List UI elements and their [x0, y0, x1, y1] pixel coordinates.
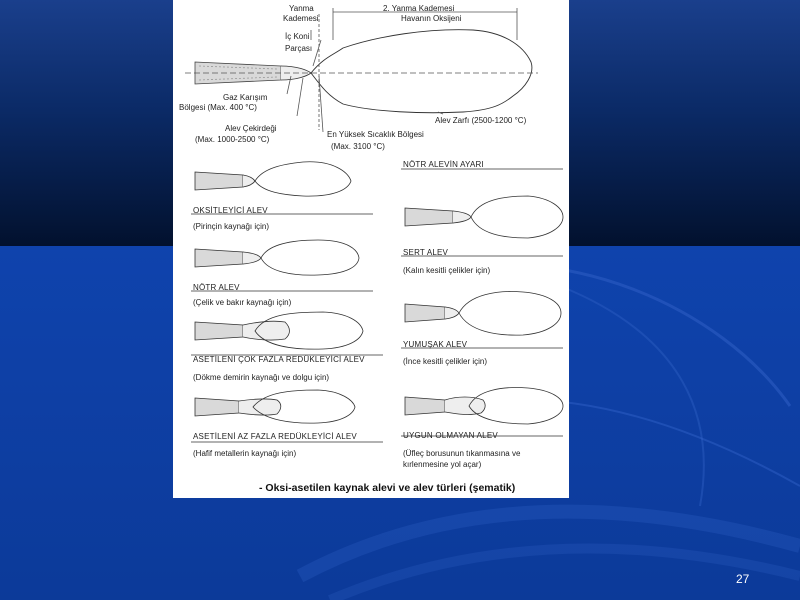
- flame-left-1-title: OKSİTLEYİCİ ALEV: [193, 206, 268, 215]
- flame-left-2-note: (Çelik ve bakır kaynağı için): [193, 298, 292, 307]
- flame-right-4-note2: kırlenmesine yol açar): [403, 460, 482, 469]
- label-parcasi: Parçası: [285, 44, 313, 53]
- flame-drawings: [173, 0, 569, 498]
- main-flame-diagram: [185, 8, 538, 132]
- flame-left-4-note: (Hafif metallerin kaynağı için): [193, 449, 297, 458]
- flame-right-3-title: YUMUŞAK ALEV: [403, 340, 468, 349]
- label-en-yuksek-temp: (Max. 3100 °C): [331, 142, 385, 151]
- flame-left-2-title: NÖTR ALEV: [193, 283, 240, 292]
- flame-left-4-title: ASETİLENİ AZ FAZLA REDÜKLEYİCİ ALEV: [193, 432, 357, 441]
- label-ic-koni: İç Koni: [285, 32, 310, 41]
- label-en-yuksek: En Yüksek Sıcaklık Bölgesi: [327, 130, 424, 139]
- flame-types-figure: [173, 0, 569, 498]
- flame-right-4-title: UYGUN OLMAYAN ALEV: [403, 431, 498, 440]
- label-bolgesi: Bölgesi (Max. 400 °C): [179, 103, 257, 112]
- flame-right-1-title: NÖTR ALEVİN AYARI: [403, 160, 484, 169]
- flame-right-4-note: (Üfleç borusunun tıkanmasına ve: [403, 449, 521, 458]
- figure-caption: - Oksi-asetilen kaynak alevi ve alev türleri (şematik): [259, 482, 516, 494]
- label-havanin-oksijeni: Havanın Oksijeni: [401, 14, 462, 23]
- label-alev-cekirdegi: Alev Çekirdeği: [225, 124, 277, 133]
- label-alev-cekirdegi-temp: (Max. 1000-2500 °C): [195, 135, 270, 144]
- label-gaz-karisim: Gaz Karışım: [223, 93, 268, 102]
- flame-left-1-note: (Pirinçin kaynağı için): [193, 222, 270, 231]
- flame-right-2-note: (Kalın kesitli çelikler için): [403, 266, 491, 275]
- flame-right-2-title: SERT ALEV: [403, 248, 449, 257]
- flame-left-3-note: (Dökme demirin kaynağı ve dolgu için): [193, 373, 330, 382]
- flame-right-3: [401, 388, 563, 436]
- label-kademesi: Kademesi: [283, 14, 319, 23]
- flame-right-3-note: (İnce kesitli çelikler için): [403, 357, 488, 366]
- flame-right-1: [401, 169, 563, 256]
- flame-left-3: [191, 312, 383, 355]
- page-number: 27: [736, 572, 750, 586]
- label-alev-zarfi: Alev Zarfı (2500-1200 °C): [435, 116, 527, 125]
- label-yanma: Yanma: [289, 4, 314, 13]
- flame-left-3-title: ASETİLENİ ÇOK FAZLA REDÜKLEYİCİ ALEV: [193, 355, 365, 364]
- label-ikinci-kademe: 2. Yanma Kademesi: [383, 4, 455, 13]
